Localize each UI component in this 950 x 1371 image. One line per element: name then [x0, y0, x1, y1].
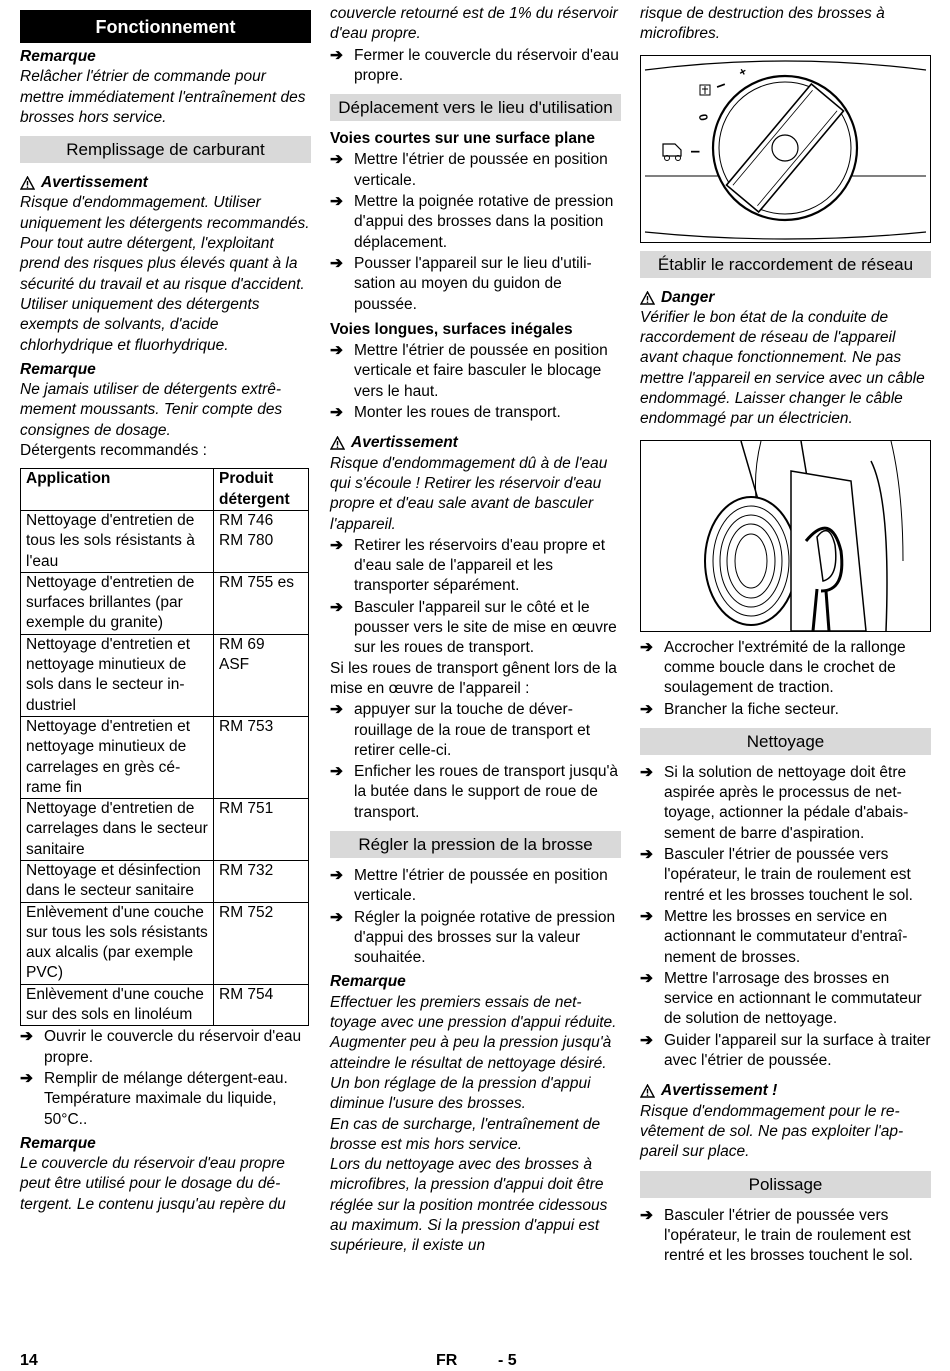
table-row — [21, 860, 309, 902]
bullet-item: ➔ Fermer le couvercle du réservoir d'eau propre. — [330, 46, 621, 87]
cell-application: Nettoyage d'entretien de tous les sols résistants à l'eau — [21, 510, 214, 572]
cell-product: RM 755 es — [214, 572, 309, 634]
column-1 — [20, 10, 311, 1215]
arrow-icon: ➔ — [640, 1206, 653, 1224]
bullet-text: Pousser l'appareil sur le lieu d'utilisation au moyen du guidon de poussée. — [354, 254, 592, 313]
arrow-icon: ➔ — [330, 46, 343, 64]
dial-label-minus: I — [688, 149, 702, 153]
bullet-item — [640, 700, 931, 720]
bullet-item — [330, 700, 621, 761]
danger-heading — [640, 288, 931, 308]
remark-label: Remarque — [20, 1134, 96, 1152]
table-row — [21, 510, 309, 572]
section-title-fonctionnement: Fonctionnement — [20, 10, 311, 43]
warning-triangle-icon — [640, 291, 655, 305]
warning-triangle-icon — [20, 176, 35, 190]
bullet-text: Mettre l'étrier de poussée en position verticale. — [354, 866, 608, 905]
pressure-dial-figure — [640, 55, 931, 243]
header-application: Application — [21, 469, 214, 511]
warning-text: Risque d'endommagement pour le revêtement de sol. Ne pas exploiter l'appareil sur place. — [640, 1102, 904, 1161]
arrow-icon: ➔ — [640, 1031, 653, 1049]
table-row — [21, 634, 309, 716]
bullet-text: Brancher la fiche secteur. — [664, 700, 839, 718]
bullet-text: Mettre les brosses en service en actionnant le commutateur d'entraînement de brosses. — [664, 907, 908, 966]
table-row — [21, 984, 309, 1026]
heading-nettoyage: Nettoyage — [640, 728, 931, 755]
column-2 — [330, 5, 621, 1257]
cell-application: Enlèvement d'une couche sur des sols en linoléum — [21, 984, 214, 1026]
arrow-icon: ➔ — [20, 1069, 33, 1087]
warning-label: Avertissement — [351, 434, 458, 452]
cell-application: Nettoyage d'entretien de carrelages dans le secteur sanitaire — [21, 799, 214, 861]
heading-polissage: Polissage — [640, 1171, 931, 1198]
bullet-item — [20, 1069, 311, 1130]
bullet-text: Ouvrir le couvercle du réservoir d'eau propre. — [44, 1028, 302, 1066]
page-number-left: 14 — [20, 1352, 38, 1369]
remark-text: Lors du nettoyage avec des brosses à microfibres, la pression d'appui doit être réglée sur la position montrée cidessous au maximum. Si la pression d'appui est supérieure, il existe un — [330, 1156, 608, 1255]
bullet-item — [640, 1206, 931, 1267]
header-product: Produit détergent — [214, 469, 309, 511]
arrow-icon: ➔ — [330, 254, 343, 272]
cable-hook-illustration — [641, 441, 930, 631]
continued-text: risque de destruction des brosses à microfibres. — [640, 5, 885, 43]
warning-label: Avertissement — [41, 174, 148, 192]
dial-label-plus: + — [734, 64, 751, 78]
remark-text: Ne jamais utiliser de détergents extrêmement moussants. Tenir compte des consignes de dosage. — [20, 381, 283, 439]
arrow-icon: ➔ — [330, 866, 343, 884]
remark-text: En cas de surcharge, l'entraînement de brosse est mis hors service. — [330, 1115, 601, 1153]
cell-application: Nettoyage d'entretien et nettoyage minutieux de sols dans le secteur industriel — [21, 634, 214, 716]
heading-deplacement: Déplacement vers le lieu d'utilisation — [330, 94, 621, 121]
warning-heading — [330, 433, 621, 453]
brush-pressure-icon — [700, 85, 710, 95]
cell-application: Enlèvement d'une couche sur tous les sols résistants aux alcalis (par exemple PVC) — [21, 902, 214, 984]
cell-application: Nettoyage d'entretien et nettoyage minutieux de carrelages en grès cérame fin — [21, 716, 214, 798]
bullet-item — [330, 908, 621, 969]
arrow-icon: ➔ — [330, 342, 343, 360]
arrow-icon: ➔ — [20, 1028, 33, 1046]
bullet-text: Mettre l'étrier de poussée en position verticale. — [354, 151, 608, 189]
arrow-icon: ➔ — [330, 763, 343, 781]
cell-application: Nettoyage d'entretien de surfaces brillantes (par exemple du granite) — [21, 572, 214, 634]
arrow-icon: ➔ — [640, 638, 653, 656]
cell-product: RM 754 — [214, 984, 309, 1026]
bullet-text: Mettre l'arrosage des brosses en service en actionnant le commutateur de solution de nettoyage. — [664, 969, 922, 1028]
bullet-text: Monter les roues de transport. — [354, 404, 561, 422]
bullet-text: Mettre la poignée rotative de pression d'appui des brosses dans la position déplacement. — [354, 193, 614, 251]
bullet-item — [640, 763, 931, 844]
warning-triangle-icon — [330, 436, 345, 450]
bullet-item — [330, 536, 621, 597]
cell-product: RM 753 — [214, 716, 309, 798]
warning-text: Risque d'endommagement. Utiliser uniquement les détergents recommandés. Pour tout autre détergent, l'exploitant prend des risques plus élevés quant à la sécurité du travail et au risque d'accident. Utiliser uniquement des détergents exempts de solvants, d'acide chlorhydrique et fluorhydrique. — [20, 194, 310, 354]
cell-product: RM 732 — [214, 860, 309, 902]
bullet-item — [20, 1027, 311, 1068]
arrow-icon: ➔ — [640, 763, 653, 781]
bullet-item — [330, 341, 621, 402]
bullet-item — [640, 1031, 931, 1072]
bullet-text: Remplir de mélange détergent-eau. Température maximale du liquide, 50°C.. — [44, 1069, 288, 1128]
danger-label: Danger — [661, 288, 715, 306]
bullet-item — [330, 254, 621, 315]
bullet-item — [640, 969, 931, 1030]
remark-text: Le couvercle du réservoir d'eau propre peut être utilisé pour le dosage du détergent. Le contenu jusqu'au repère du — [20, 1155, 286, 1213]
bullet-text: Retirer les réservoirs d'eau propre et d'eau sale de l'appareil et les transporter séparément. — [354, 536, 606, 595]
arrow-icon: ➔ — [330, 536, 343, 554]
heading-pression: Régler la pression de la brosse — [330, 831, 621, 858]
cell-application: Nettoyage et désinfection dans le secteur sanitaire — [21, 860, 214, 902]
bullet-item — [640, 907, 931, 968]
bullet-text: Si la solution de nettoyage doit être aspirée après le processus de nettoyage, actionner la pédale d'abaissement de barre d'aspiration. — [664, 763, 909, 842]
bullet-item — [330, 150, 621, 191]
cable-hook-figure — [640, 440, 931, 632]
column-3 — [640, 5, 931, 1266]
remark-text: Relâcher l'étrier de commande pour mettre immédiatement l'entraînement des brosses hors service. — [20, 68, 306, 126]
bullet-item — [640, 638, 931, 699]
page-number-right: - 5 — [498, 1352, 517, 1369]
remark-text: Effectuer les premiers essais de nettoyage avec une pression d'appui réduite. Augmenter peu à peu la pression jusqu'à atteindre le résultat de nettoyage désiré. Un bon réglage de la pression d'appui diminue l'usure des brosses. — [330, 993, 617, 1113]
arrow-icon: ➔ — [330, 404, 343, 422]
pressure-dial-illustration — [641, 56, 930, 242]
bullet-item — [330, 866, 621, 907]
arrow-icon: ➔ — [640, 969, 653, 987]
warning-triangle-icon — [640, 1084, 655, 1098]
warning-label: Avertissement ! — [661, 1082, 778, 1100]
bullet-item — [640, 845, 931, 906]
subheading-short: Voies courtes sur une surface plane — [330, 130, 596, 148]
arrow-icon: ➔ — [330, 151, 343, 169]
dial-label-one: I — [713, 81, 729, 90]
remark-label: Remarque — [20, 360, 96, 378]
bullet-text: Basculer l'étrier de poussée vers l'opérateur, le train de roulement est rentré et les brosses touchent le sol. — [664, 1206, 913, 1265]
bullet-text: Mettre l'étrier de poussée en position verticale et faire basculer le blocage vers le haut. — [354, 342, 608, 400]
dial-label-zero: 0 — [695, 112, 711, 122]
warning-heading — [640, 1081, 931, 1101]
bullet-text: Guider l'appareil sur la surface à traiter avec l'étrier de poussée. — [664, 1031, 931, 1070]
arrow-icon: ➔ — [640, 846, 653, 864]
table-header-row — [21, 469, 309, 511]
cell-product: RM 746 RM 780 — [214, 510, 309, 572]
detergents-intro: Détergents recommandés : — [20, 442, 207, 460]
wheels-text: Si les roues de transport gênent lors de la mise en œuvre de l'appareil : — [330, 659, 617, 697]
remark-label: Remarque — [330, 973, 406, 991]
table-row — [21, 716, 309, 798]
bullet-item — [330, 762, 621, 823]
cell-product: RM 69 ASF — [214, 634, 309, 716]
cell-product: RM 751 — [214, 799, 309, 861]
language-code: FR — [436, 1352, 458, 1369]
arrow-icon: ➔ — [330, 701, 343, 719]
table-row — [21, 902, 309, 984]
detergent-table — [20, 468, 309, 1026]
bullet-text: appuyer sur la touche de déverrouillage de la roue de transport et retirer celle-ci. — [354, 701, 591, 759]
remark-label: Remarque — [20, 48, 96, 65]
arrow-icon: ➔ — [330, 193, 343, 211]
bullet-text: Basculer l'étrier de poussée vers l'opérateur, le train de roulement est rentré et les brosses touchent le sol. — [664, 846, 913, 904]
transport-cart-icon — [663, 144, 681, 161]
cell-product: RM 752 — [214, 902, 309, 984]
arrow-icon: ➔ — [640, 907, 653, 925]
bullet-text: Enficher les roues de transport jusqu'à la butée dans le support de roue de transport. — [354, 763, 619, 821]
table-row — [21, 799, 309, 861]
continued-text: couvercle retourné est de 1% du réservoir d'eau propre. — [330, 5, 618, 43]
bullet-text: Basculer l'appareil sur le côté et le pousser vers le site de mise en œuvre sur les roues de transport. — [354, 598, 617, 657]
heading-remplissage: Remplissage de carburant — [20, 136, 311, 163]
subheading-long: Voies longues, surfaces inégales — [330, 320, 573, 338]
bullet-item — [330, 598, 621, 659]
bullet-text: Régler la poignée rotative de pression d'appui des brosses sur la valeur souhaitée. — [354, 908, 616, 967]
bullet-text: Accrocher l'extrémité de la rallonge comme boucle dans le crochet de soulagement de traction. — [664, 638, 906, 697]
warning-heading — [20, 173, 311, 193]
bullet-item — [330, 192, 621, 253]
arrow-icon: ➔ — [330, 598, 343, 616]
warning-text: Risque d'endommagement dû à de l'eau qui s'écoule ! Retirer les réservoir d'eau propre et d'eau sale avant de basculer l'appareil. — [330, 454, 608, 533]
table-row — [21, 572, 309, 634]
bullet-item — [330, 403, 621, 423]
danger-text: Vérifier le bon état de la conduite de raccordement de réseau de l'appareil avant chaque fonctionnement. Ne pas mettre l'appareil en service avec un câble endommagé. Laisser changer le câble endommagé par un électricien. — [640, 308, 925, 428]
arrow-icon: ➔ — [640, 700, 653, 718]
arrow-icon: ➔ — [330, 908, 343, 926]
heading-raccordement: Établir le raccordement de réseau — [640, 251, 931, 278]
